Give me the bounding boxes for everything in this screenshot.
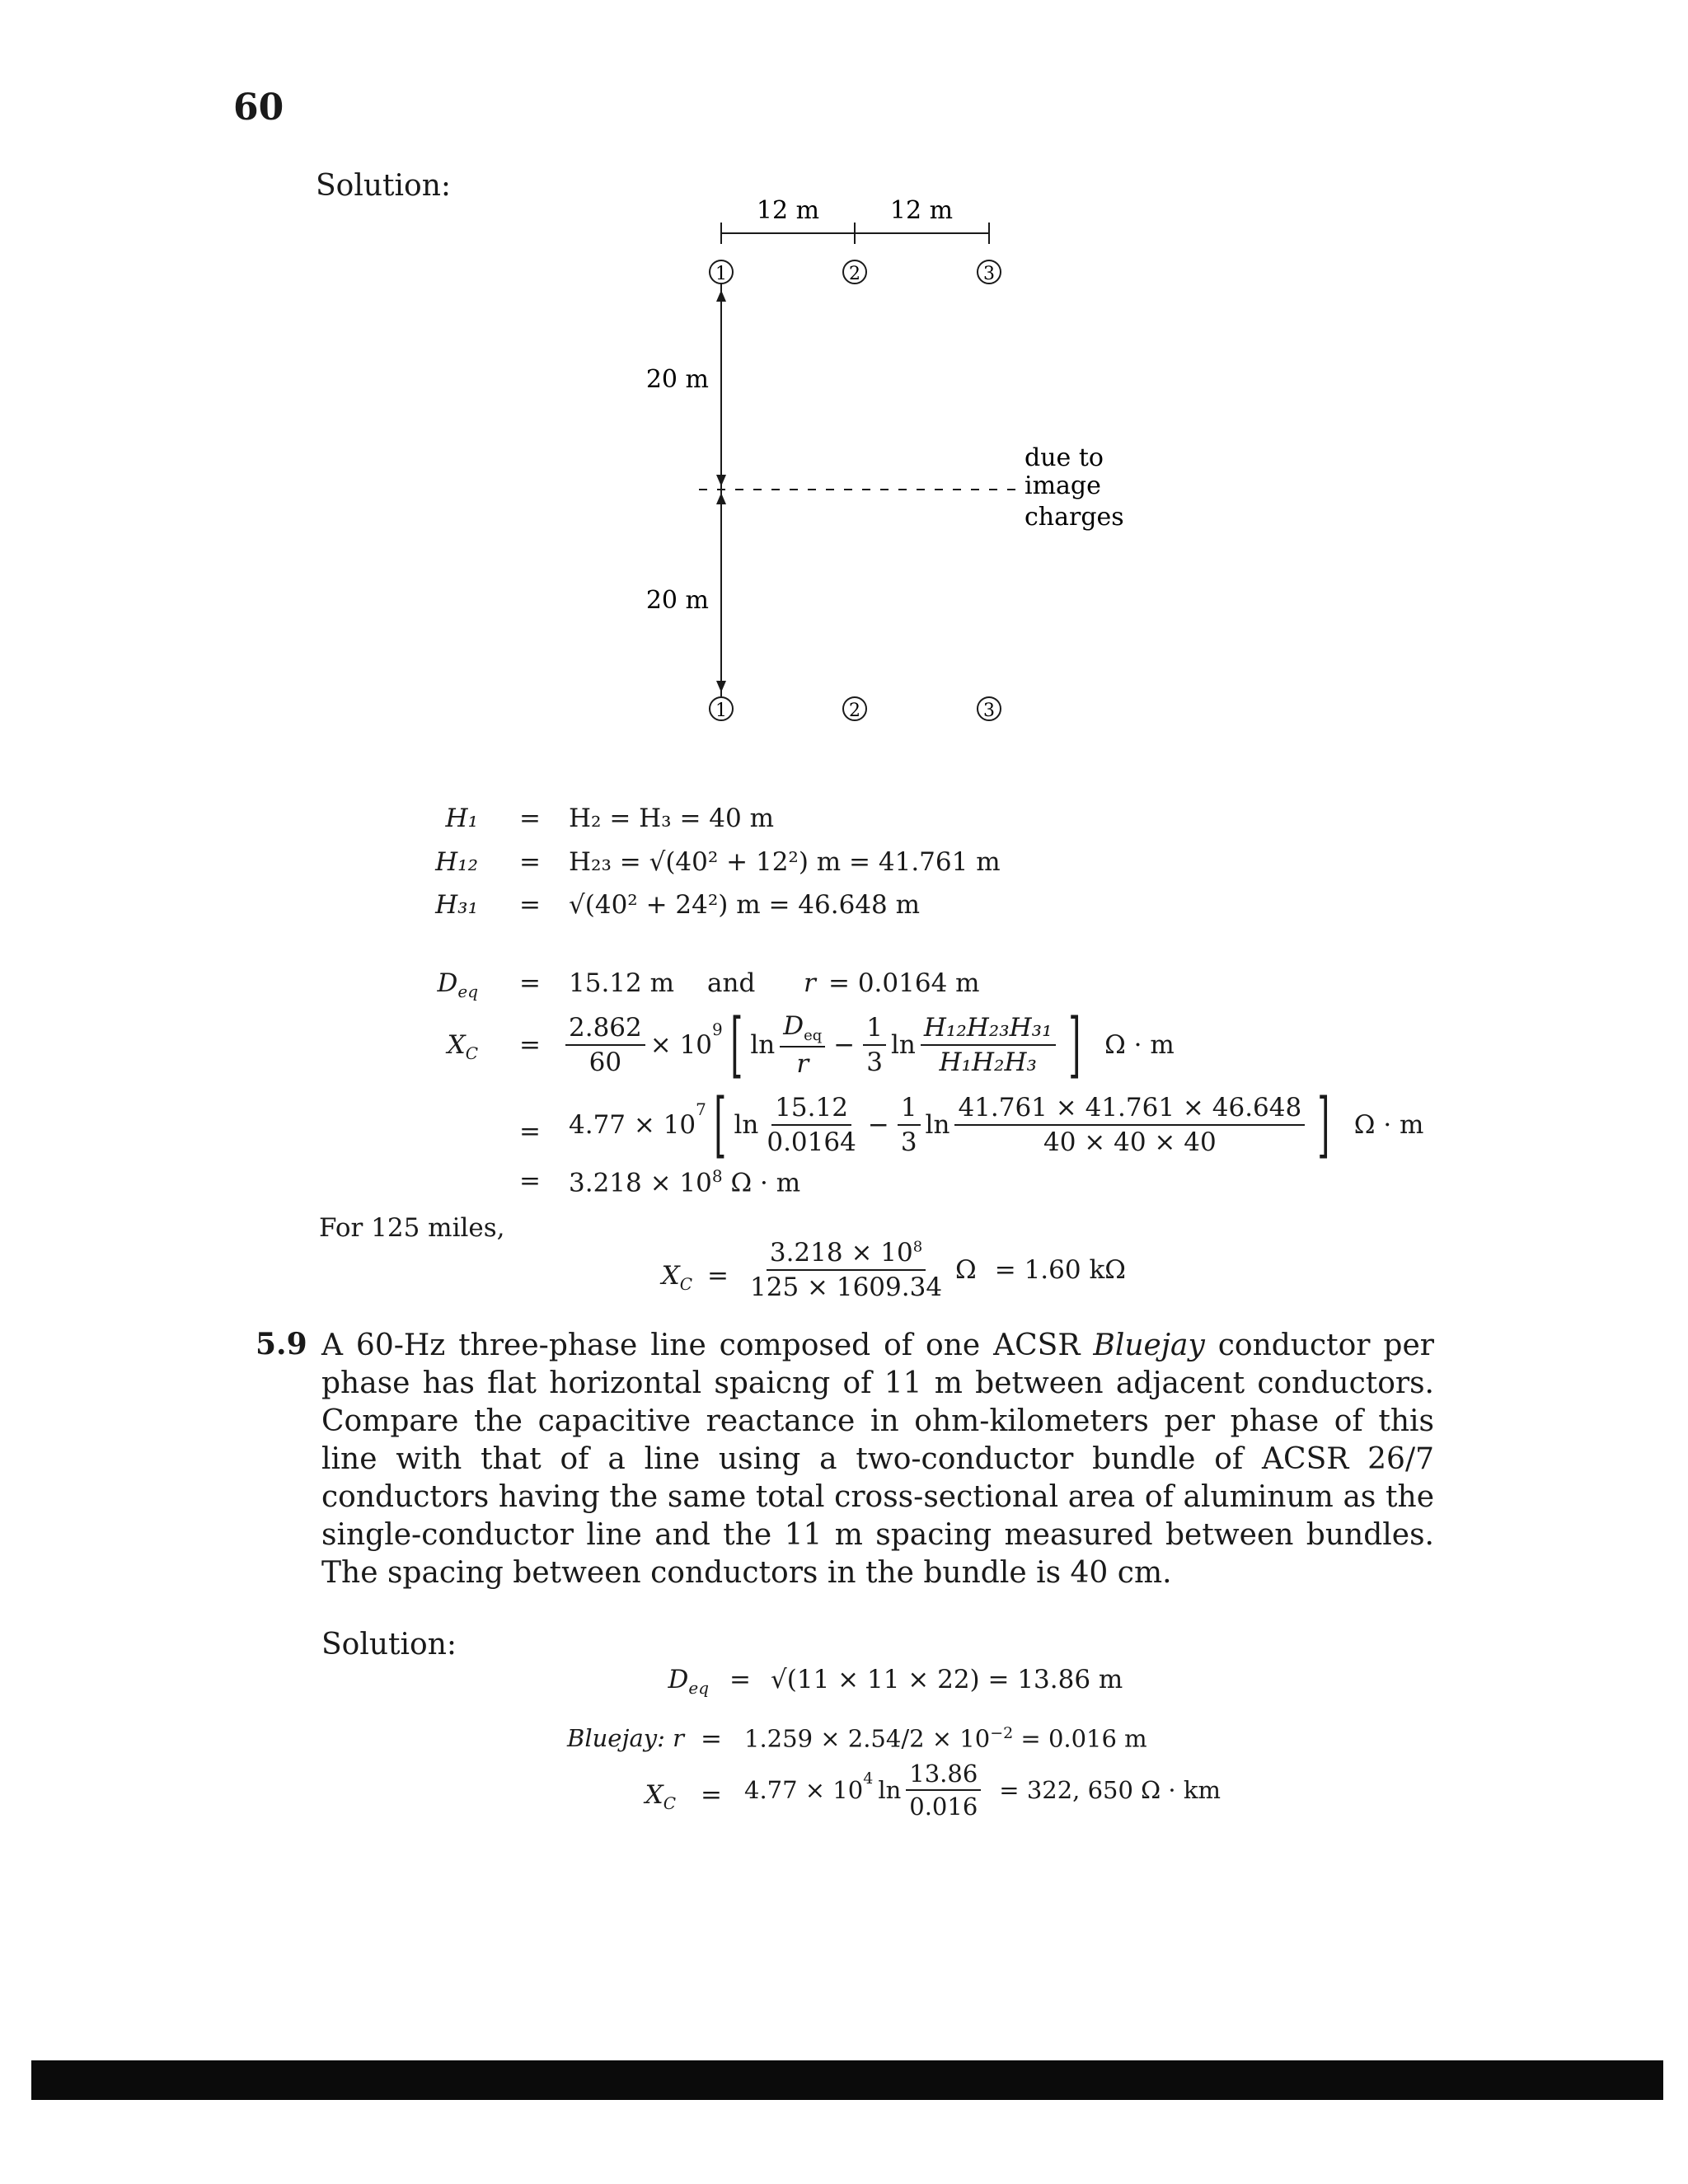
dimension-left-label: 12 m [756, 196, 820, 225]
image-conductor-3-label: 3 [983, 701, 995, 721]
deq-and: and [707, 968, 756, 998]
bluejay-rhs: $1.259 \times 2.54/2 \times 10^{-2} = 0.016$ m [744, 1724, 1147, 1753]
h31-equals: = [519, 890, 541, 920]
image-note-line-3: charges [1025, 503, 1124, 532]
xc-line2-equals: = [519, 1117, 541, 1146]
xc-line3-equals: = [519, 1166, 541, 1196]
image-note-line-1: due to [1025, 443, 1104, 472]
height-upper-label: 20 m [645, 365, 709, 394]
bluejay-equals: = [701, 1724, 722, 1754]
conductor-1-label: 1 [715, 264, 727, 284]
deq2-equals: = [729, 1665, 751, 1694]
problem-statement: A 60-Hz three-phase line composed of one ACSR Bluejay conductor per phase has flat horizontal spaicng of 11 m between adjacent conductors. Compare the capacitive reactance in ohm-kilometers per phase of this line with that of a line using a two-conductor bundle of ACSR 26/7 conductors having the same total cross-sectional area of aluminum as the single-conductor line and the 11 m spacing measured between bundles. The spacing between conductors in the bundle is 40 cm. [321, 1329, 1434, 1590]
xc2-lhs: $X_C$ [645, 1780, 676, 1814]
deq-value: 15.12 m [569, 968, 674, 998]
deq-lhs: $D_{eq}$ [437, 968, 478, 1002]
page-number: 60 [233, 87, 284, 129]
h1-lhs: H₁ [445, 804, 478, 833]
xc-lhs: $X_C$ [447, 1030, 478, 1064]
h12-lhs: H₁₂ [435, 847, 478, 877]
conductor-2-label: 2 [849, 264, 860, 284]
image-conductor-1-label: 1 [715, 701, 727, 721]
solution-2-label: Solution: [321, 1628, 457, 1661]
image-conductor-2-label: 2 [849, 701, 860, 721]
conductor-3-label: 3 [983, 264, 995, 284]
r-value: = 0.0164 m [828, 968, 980, 998]
deq2-rhs: √(11 × 11 × 22) = 13.86 m [771, 1665, 1123, 1694]
xc2-equals: = [701, 1780, 722, 1810]
deq-equals: = [519, 968, 541, 998]
bluejay-lhs: Bluejay: r [567, 1724, 684, 1752]
h1-rhs: H₂ = H₃ = 40 m [569, 804, 774, 833]
deq2-lhs: $D_{eq}$ [668, 1665, 709, 1699]
xc2-formula: 4.77 × 10 $^4$ ln $\frac{13.86}{0.016}$ = 322, 650 Ω · km [744, 1760, 1221, 1821]
problem-number: 5.9 [256, 1327, 307, 1361]
dimension-right-label: 12 m [889, 196, 954, 225]
miles-label: For 125 miles, [319, 1213, 505, 1243]
h12-equals: = [519, 847, 541, 877]
scan-bottom-bar [31, 2060, 1663, 2100]
h31-lhs: H₃₁ [435, 890, 478, 920]
xc-total-equals: = [707, 1261, 729, 1291]
r-symbol: r [804, 968, 816, 998]
xc-formula-numeric: 4.77 × 10 $^7$ [ ln $\frac{15.12}{0.0164}$ − $\frac{1}{3}$ ln $\frac{41.761 \times 41.761 \times 46.648}{40 \times 40 \times 40}$ ] Ω · m [569, 1084, 1424, 1166]
h1-equals: = [519, 804, 541, 833]
xc-equals: = [519, 1030, 541, 1060]
xc-result: $3.218 \times 10^8$ Ω · m [569, 1166, 801, 1198]
image-note-line-2: image [1025, 471, 1101, 500]
height-lower-label: 20 m [645, 586, 709, 615]
conductor-image-diagram [0, 0, 1688, 824]
conductor-name: Bluejay [1093, 1329, 1205, 1362]
xc-total-lhs: $X_C$ [661, 1261, 692, 1295]
xc-formula-general: $\frac{2.862}{60}$ × 10 $^9$ [ ln $\frac{D_{eq}}{r}$ − $\frac{1}{3}$ ln $\frac{\text{H₁₂H₂₃H₃₁}}{\text{H₁H₂H₃}}$ ] Ω · m [560, 1010, 1175, 1080]
h31-rhs: √(40² + 24²) m = 46.648 m [569, 890, 921, 920]
h12-rhs: H₂₃ = √(40² + 12²) m = 41.761 m [569, 847, 1001, 877]
xc-total-formula: $\frac{3.218 \times 10^8}{125 \times 1609.34}$ Ω = 1.60 kΩ [750, 1238, 1126, 1302]
solution-label: Solution: [316, 169, 452, 203]
